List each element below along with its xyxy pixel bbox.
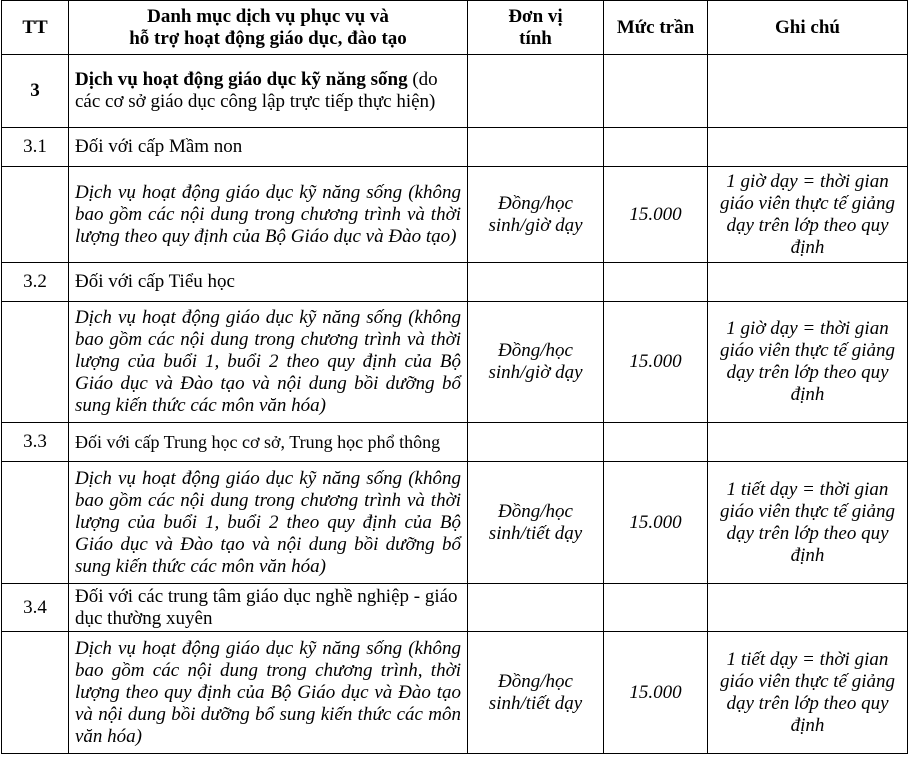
level-row [2, 423, 908, 462]
section-subtitle: (do các cơ sở giáo dục công lập trực tiếp thực hiện) [75, 69, 438, 112]
empty-cell [2, 462, 69, 584]
empty-cell [468, 128, 604, 167]
service-ceiling: 15.000 [604, 167, 708, 263]
service-ceiling: 15.000 [604, 462, 708, 584]
level-tt: 3.3 [2, 423, 69, 462]
empty-cell [708, 584, 908, 632]
service-row [2, 167, 908, 263]
empty-cell [708, 423, 908, 462]
level-row [2, 128, 908, 167]
empty-cell [604, 128, 708, 167]
service-ceiling: 15.000 [604, 302, 708, 423]
header-ceiling: Mức trần [604, 1, 708, 55]
service-row [2, 632, 908, 754]
header-unit-line1: Đơn vị [508, 5, 563, 27]
level-tt: 3.1 [2, 128, 69, 167]
header-category-line1: Danh mục dịch vụ phục vụ và [147, 5, 389, 27]
section-ceiling-empty [604, 55, 708, 128]
fee-ceiling-table [1, 0, 908, 754]
service-description: Dịch vụ hoạt động giáo dục kỹ năng sống (không bao gồm các nội dung trong chương trình, thời lượng theo quy định của Bộ Giáo dục và Đào tạo và nội dung bồi dưỡng bổ sung kiến thức các môn văn hóa) [69, 632, 468, 754]
level-tt: 3.2 [2, 263, 69, 302]
empty-cell [2, 632, 69, 754]
service-row [2, 302, 908, 423]
table-header-row [2, 1, 908, 55]
header-note: Ghi chú [708, 1, 908, 55]
empty-cell [468, 263, 604, 302]
service-note: 1 tiết dạy = thời gian giáo viên thực tế giảng dạy trên lớp theo quy định [708, 462, 908, 584]
level-title: Đối với cấp Mầm non [69, 128, 468, 167]
section-title: Dịch vụ hoạt động giáo dục kỹ năng sống [75, 69, 408, 90]
service-description: Dịch vụ hoạt động giáo dục kỹ năng sống (không bao gồm các nội dung trong chương trình và thời lượng theo quy định của Bộ Giáo dục và Đào tạo) [69, 167, 468, 263]
section-title-cell [69, 55, 468, 128]
service-description: Dịch vụ hoạt động giáo dục kỹ năng sống (không bao gồm các nội dung trong chương trình và thời lượng của buổi 1, buổi 2 theo quy định của Bộ Giáo dục và Đào tạo và nội dung bồi dưỡng bổ sung kiến thức các môn văn hóa) [69, 302, 468, 423]
level-title: Đối với cấp Trung học cơ sở, Trung học phổ thông [69, 423, 468, 462]
header-unit-line2: tính [519, 27, 552, 49]
header-unit [468, 1, 604, 55]
empty-cell [604, 423, 708, 462]
empty-cell [604, 263, 708, 302]
level-row [2, 263, 908, 302]
section-note-empty [708, 55, 908, 128]
level-tt: 3.4 [2, 584, 69, 632]
empty-cell [708, 263, 908, 302]
empty-cell [468, 584, 604, 632]
service-description: Dịch vụ hoạt động giáo dục kỹ năng sống (không bao gồm các nội dung trong chương trình và thời lượng của buổi 1, buổi 2 theo quy định của Bộ Giáo dục và Đào tạo và nội dung bồi dưỡng bổ sung kiến thức các môn văn hóa) [69, 462, 468, 584]
service-note: 1 giờ dạy = thời gian giáo viên thực tế giảng dạy trên lớp theo quy định [708, 302, 908, 423]
service-note: 1 giờ dạy = thời gian giáo viên thực tế giảng dạy trên lớp theo quy định [708, 167, 908, 263]
service-ceiling: 15.000 [604, 632, 708, 754]
level-title: Đối với cấp Tiểu học [69, 263, 468, 302]
empty-cell [708, 128, 908, 167]
service-unit: Đồng/học sinh/giờ dạy [468, 167, 604, 263]
service-unit: Đồng/học sinh/tiết dạy [468, 632, 604, 754]
header-tt: TT [2, 1, 69, 55]
section-tt: 3 [2, 55, 69, 128]
level-row [2, 584, 908, 632]
empty-cell [2, 167, 69, 263]
service-unit: Đồng/học sinh/tiết dạy [468, 462, 604, 584]
service-note: 1 tiết dạy = thời gian giáo viên thực tế giảng dạy trên lớp theo quy định [708, 632, 908, 754]
section-row [2, 55, 908, 128]
section-unit-empty [468, 55, 604, 128]
empty-cell [2, 302, 69, 423]
empty-cell [604, 584, 708, 632]
service-row [2, 462, 908, 584]
header-category [69, 1, 468, 55]
service-unit: Đồng/học sinh/giờ dạy [468, 302, 604, 423]
empty-cell [468, 423, 604, 462]
header-category-line2: hỗ trợ hoạt động giáo dục, đào tạo [129, 27, 407, 49]
level-title: Đối với các trung tâm giáo dục nghề nghiệp - giáo dục thường xuyên [69, 584, 468, 632]
